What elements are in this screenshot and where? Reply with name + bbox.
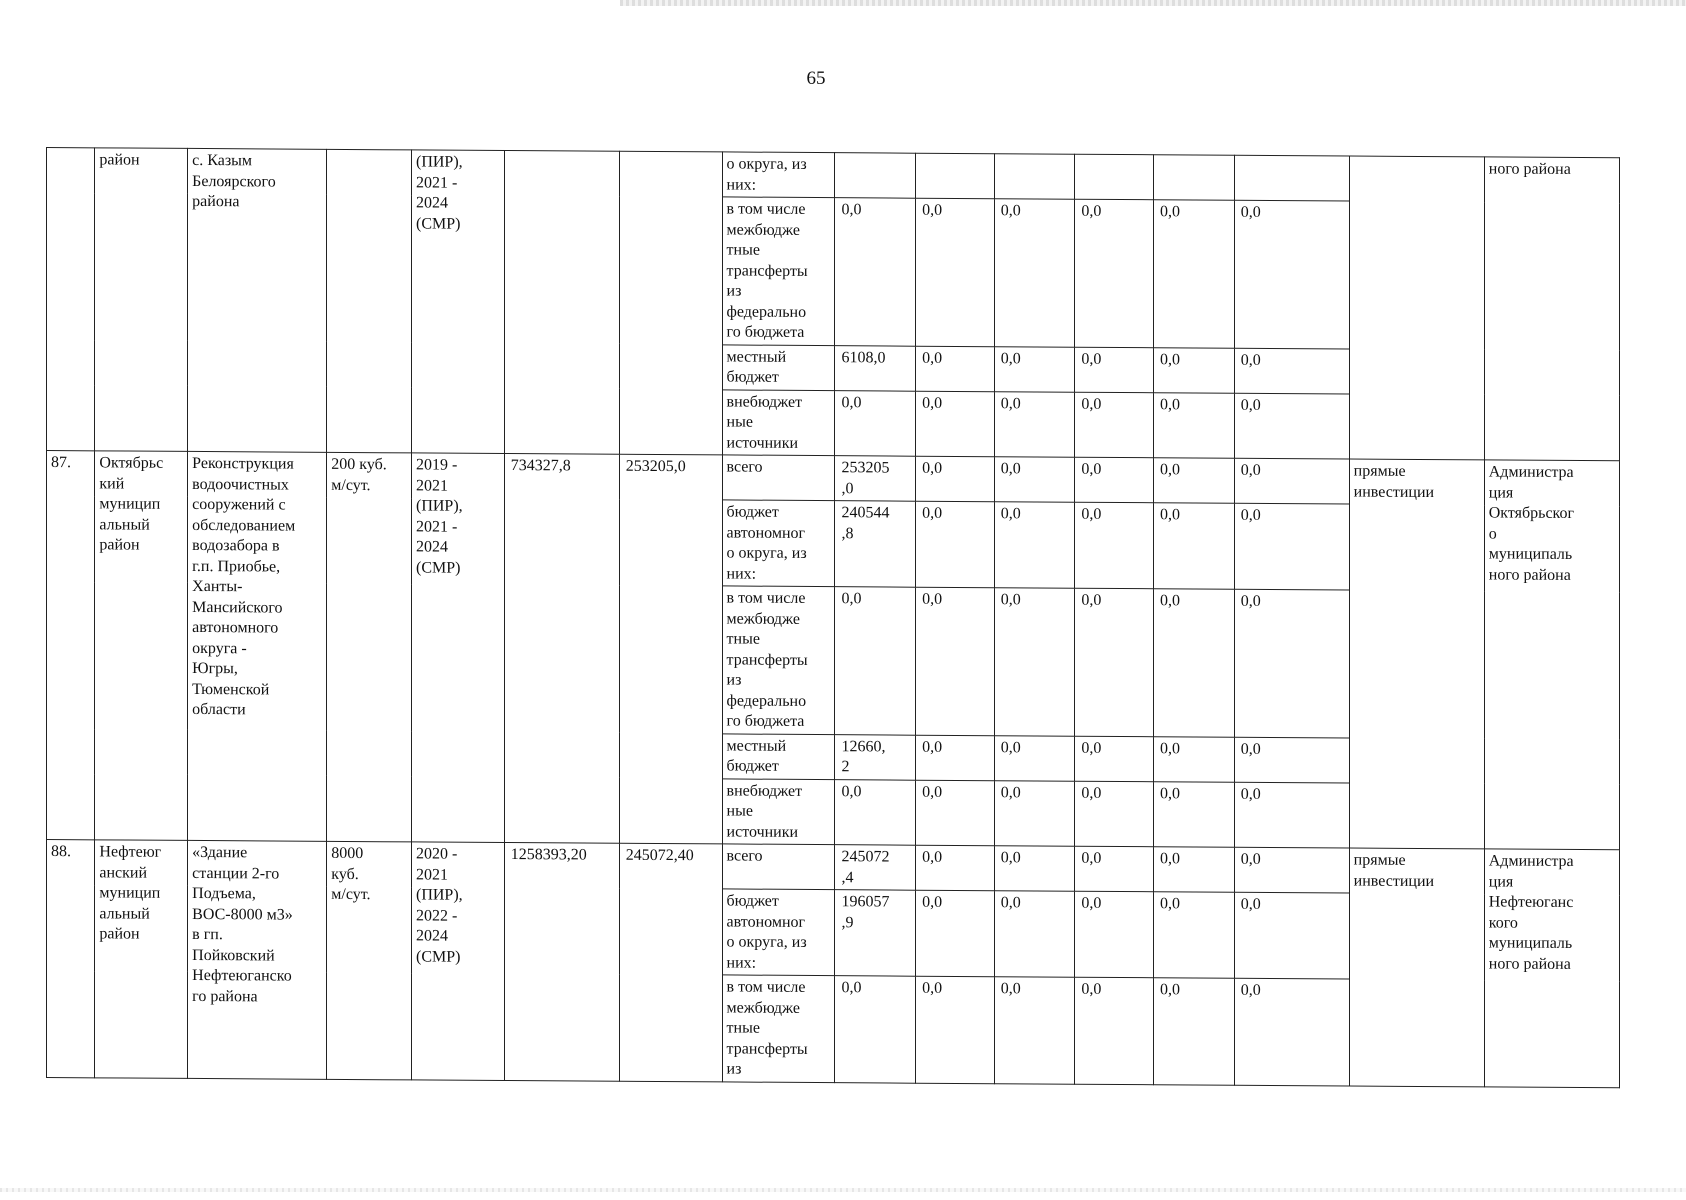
planned-amount-cell-text [626,154,718,155]
year-value-cell [835,734,916,780]
funding-source-cell [722,778,835,844]
year-value-cell [916,735,995,781]
year-value-cell [1075,846,1154,892]
year-value-cell-text: 0,0 [1000,394,1021,412]
customer-cell-text: ного района [1488,160,1571,178]
year-value-cell-text: 0,0 [1081,460,1102,478]
funding-source-cell [722,975,835,1082]
customer-cell-text: Администра ция Нефтеюганс кого муниципаль ного района [1488,852,1574,973]
year-value-cell-text: 0,0 [1000,738,1021,756]
year-value-cell [1154,847,1235,893]
year-value-cell-text: 0,0 [1081,591,1102,609]
year-value-cell-text: 196057 ,9 [841,893,890,931]
year-value-cell-text: 0,0 [1000,202,1021,220]
year-value-cell [994,780,1075,846]
year-value-cell [994,154,1075,200]
year-value-cell-text: 0,0 [1160,203,1181,221]
funding-source-cell [722,389,835,455]
year-value-cell [916,845,995,891]
planned-amount-cell [619,843,722,1081]
capacity-cell [327,452,412,842]
municipality-cell-text: район [99,151,140,169]
planned-amount-cell [619,454,722,844]
row-number-cell-text: 87. [51,454,71,472]
funding-source-cell [722,455,835,501]
year-value-cell-text: 0,0 [1240,396,1261,414]
customer-cell [1484,460,1619,850]
capacity-cell [327,149,412,453]
year-value-cell-text: 0,0 [1081,980,1102,998]
year-value-cell-text: 240544 ,8 [841,504,890,542]
year-value-cell [835,890,916,977]
year-value-cell [994,199,1075,347]
year-value-cell-text: 0,0 [1160,850,1181,868]
year-value-cell-text: 0,0 [841,979,862,997]
year-value-cell-text: 0,0 [922,349,943,367]
scan-edge-bottom [0,1188,1686,1192]
year-value-cell-text: 253205 ,0 [841,459,890,497]
year-value-cell-text: 12660, 2 [841,737,886,776]
customer-cell-text: Администра ция Октябрьског о муниципаль ного района [1488,463,1575,584]
year-value-cell-text: 0,0 [1160,461,1181,479]
planned-amount-cell [619,151,722,455]
funding-source-cell-text: местный бюджет [726,736,787,775]
year-value-cell-text: 0,0 [1240,461,1261,479]
capacity-cell-text: 8000 куб. м/сут. [331,844,371,904]
year-value-cell [1234,892,1349,979]
year-value-cell [916,501,995,588]
year-value-cell-text: 0,0 [1081,202,1102,220]
capacity-cell-text: 200 куб. м/сут. [331,455,387,494]
funding-source-cell-text: местный бюджет [726,347,787,386]
year-value-cell [1075,154,1154,200]
year-value-cell [994,391,1075,457]
year-value-cell-text: 0,0 [922,738,943,756]
funding-source-cell-text: всего [726,458,763,476]
table-row [47,148,1620,203]
year-value-cell [835,153,916,199]
year-value-cell [994,977,1075,1084]
funding-source-cell-text: внебюджет ные источники [726,781,803,841]
total-cost-cell [504,842,619,1080]
year-value-cell [1075,891,1154,978]
table-row [47,840,1620,895]
year-value-cell [1075,347,1154,393]
year-value-cell-text: 0,0 [922,201,943,219]
year-value-cell [994,735,1075,781]
year-value-cell-text: 0,0 [922,893,943,911]
year-value-cell [1234,737,1349,783]
year-value-cell [1154,503,1235,590]
page-number: 65 [806,68,826,89]
year-value-cell-text: 0,0 [922,979,943,997]
funding-source-cell-text: в том числе межбюдже тные трансферты из федерально го бюджета [726,200,808,341]
year-value-cell-text: 0,0 [1160,506,1181,524]
year-value-cell-text: 0,0 [1081,739,1102,757]
row-number-cell [47,148,95,451]
investment-table [46,147,1620,1088]
year-value-cell-text: 0,0 [1081,505,1102,523]
year-value-cell [994,588,1075,736]
year-value-cell-text: 0,0 [1160,592,1181,610]
investment-form-cell [1349,459,1484,849]
year-value-cell-text: 0,0 [922,459,943,477]
year-value-cell-text: 0,0 [1160,350,1181,368]
year-value-cell-text: 0,0 [1160,784,1181,802]
year-value-cell-text: 0,0 [1000,349,1021,367]
year-value-cell [1154,736,1235,782]
year-value-cell [1154,589,1235,737]
year-value-cell [916,346,995,392]
year-value-cell-text: 0,0 [1000,783,1021,801]
capacity-cell [327,841,412,1079]
year-value-cell [835,345,916,391]
year-value-cell [916,976,995,1083]
row-number-cell [47,840,95,1078]
year-value-cell [1154,458,1235,504]
year-value-cell [1154,200,1235,348]
year-value-cell [916,456,995,502]
year-value-cell-text: 0,0 [1000,849,1021,867]
funding-source-cell [722,197,835,345]
customer-cell [1484,157,1619,461]
year-value-cell [1154,155,1235,201]
municipality-cell-text: Октябрьс кий муницип альный район [99,454,164,554]
investment-table-wrapper [46,147,1620,1078]
investment-form-cell-text [1354,159,1480,160]
year-value-cell-text: 0,0 [1000,460,1021,478]
year-value-cell-text: 0,0 [922,504,943,522]
year-value-cell [916,153,995,199]
year-value-cell [1154,347,1235,393]
total-cost-cell-text: 734327,8 [510,457,571,475]
year-value-cell [835,845,916,891]
year-value-cell-text: 0,0 [1000,591,1021,609]
period-cell [411,453,504,843]
year-value-cell [1075,977,1154,1084]
year-value-cell [1154,781,1235,847]
year-value-cell-text: 0,0 [1240,592,1261,610]
municipality-cell-text: Нефтеюг анский муницип альный район [99,843,162,943]
year-value-cell-text: 0,0 [1240,740,1261,758]
investment-form-cell [1349,848,1484,1086]
year-value-cell-text: 0,0 [1240,785,1261,803]
funding-source-cell-text: всего [726,847,763,865]
period-cell [411,842,504,1080]
investment-form-cell-text: прямые инвестиции [1353,851,1435,890]
year-value-cell-text: 6108,0 [841,348,886,366]
year-value-cell-text: 0,0 [922,783,943,801]
year-value-cell [1234,200,1349,348]
funding-source-cell-text: бюджет автономног о округа, из них: [726,503,807,583]
year-value-cell-text: 0,0 [1081,350,1102,368]
year-value-cell-text: 0,0 [1240,506,1261,524]
year-value-cell [994,346,1075,392]
object-name-cell [188,148,327,452]
year-value-cell [835,501,916,588]
period-cell-text: 2020 - 2021 (ПИР), 2022 - 2024 (СМР) [415,845,463,966]
year-value-cell-text: 0,0 [1081,849,1102,867]
year-value-cell [1234,393,1349,459]
year-value-cell-text: 0,0 [1160,739,1181,757]
total-cost-cell [504,453,619,843]
year-value-cell-text: 0,0 [1160,395,1181,413]
year-value-cell-text: 0,0 [1240,895,1261,913]
year-value-cell [1234,458,1349,504]
year-value-cell [994,502,1075,589]
year-value-cell [1075,392,1154,458]
year-value-cell [916,780,995,846]
object-name-cell-text: с. Казым Белоярского района [192,151,276,211]
year-value-cell [1075,199,1154,347]
year-value-cell [1075,736,1154,782]
year-value-cell [1154,978,1235,1085]
funding-source-cell [722,586,835,734]
year-value-cell [1075,588,1154,736]
year-value-cell [1075,502,1154,589]
year-value-cell [835,390,916,456]
investment-form-cell-text: прямые инвестиции [1353,462,1435,501]
year-value-cell-text: 0,0 [1160,981,1181,999]
year-value-cell-text: 0,0 [841,590,862,608]
year-value-cell-text: 0,0 [1081,395,1102,413]
year-value-cell [835,456,916,502]
investment-form-cell [1349,156,1484,460]
year-value-cell-text: 0,0 [1240,850,1261,868]
funding-source-cell [722,889,835,976]
year-value-cell [1234,782,1349,848]
funding-source-cell [722,344,835,390]
total-cost-cell [504,150,619,454]
table-body [47,148,1620,1088]
municipality-cell [95,840,188,1078]
year-value-cell-text: 0,0 [1000,505,1021,523]
year-value-cell-text: 0,0 [922,848,943,866]
scan-edge-top [620,0,1686,6]
year-value-cell [835,587,916,735]
customer-cell [1484,849,1619,1087]
year-value-cell [1234,847,1349,893]
funding-source-cell-text: внебюджет ные источники [726,392,803,452]
year-value-cell-text: 0,0 [1081,784,1102,802]
year-value-cell [1075,781,1154,847]
year-value-cell-text: 0,0 [1000,894,1021,912]
object-name-cell-text: «Здание станции 2-го Подъема, ВОС-8000 м3» в гп. Пойковский Нефтеюганско го района [192,843,293,1005]
year-value-cell [1234,155,1349,201]
year-value-cell [1234,348,1349,394]
year-value-cell [916,198,995,346]
funding-source-cell [722,844,835,890]
funding-source-cell-text: в том числе межбюдже тные трансферты из [726,978,808,1078]
funding-source-cell-text: о округа, из них: [726,155,807,194]
year-value-cell-text: 0,0 [922,590,943,608]
year-value-cell [916,890,995,977]
year-value-cell-text: 0,0 [841,782,862,800]
funding-source-cell [722,152,835,198]
object-name-cell [188,451,327,841]
year-value-cell-text: 0,0 [1240,203,1261,221]
year-value-cell-text: 0,0 [1000,980,1021,998]
row-number-cell [47,451,95,840]
year-value-cell [994,457,1075,503]
total-cost-cell-text: 1258393,20 [510,846,587,864]
object-name-cell [188,840,327,1078]
municipality-cell [95,148,188,452]
year-value-cell [835,198,916,346]
year-value-cell-text: 0,0 [841,201,862,219]
year-value-cell [1075,457,1154,503]
year-value-cell [994,891,1075,978]
row-number-cell-text: 88. [51,843,71,861]
year-value-cell-text: 0,0 [1240,981,1261,999]
year-value-cell-text: 0,0 [922,394,943,412]
period-cell-text: 2019 - 2021 (ПИР), 2021 - 2024 (СМР) [415,456,463,577]
year-value-cell [916,391,995,457]
planned-amount-cell-text: 245072,40 [625,846,694,865]
year-value-cell [1234,589,1349,737]
period-cell [411,150,504,454]
period-cell-text: (ПИР), 2021 - 2024 (СМР) [415,153,463,233]
year-value-cell-text: 0,0 [1240,351,1261,369]
year-value-cell-text: 245072 ,4 [841,848,890,886]
year-value-cell-text: 0,0 [1081,894,1102,912]
year-value-cell-text: 0,0 [841,393,862,411]
municipality-cell [95,451,188,841]
year-value-cell-text: 0,0 [1160,895,1181,913]
year-value-cell-text [1241,158,1345,159]
year-value-cell [1154,892,1235,979]
table-row [47,451,1620,506]
year-value-cell [835,779,916,845]
funding-source-cell-text: бюджет автономног о округа, из них: [726,892,807,972]
year-value-cell [1154,392,1235,458]
year-value-cell [1234,978,1349,1085]
planned-amount-cell-text: 253205,0 [625,457,686,476]
year-value-cell [1234,503,1349,590]
object-name-cell-text: Реконструкция водоочистных сооружений с обследованием водозабора в г.п. Приобье, Ханты- Мансийского автономного округа - Югры, Тюменской области [192,454,296,719]
funding-source-cell-text: в том числе межбюдже тные трансферты из федерально го бюджета [726,589,808,730]
year-value-cell [994,846,1075,892]
funding-source-cell [722,500,835,587]
funding-source-cell [722,733,835,779]
year-value-cell [835,976,916,1083]
total-cost-cell-text [511,153,615,154]
year-value-cell [916,587,995,735]
